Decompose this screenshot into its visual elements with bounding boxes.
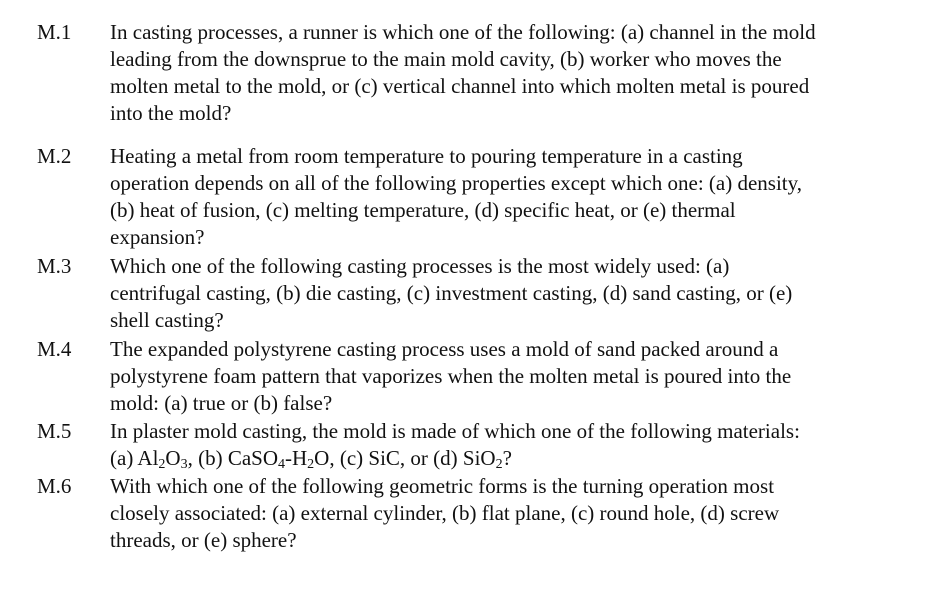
question-text [110,473,910,554]
text-run: O, (c) SiC, or (d) SiO [314,446,496,470]
subscript: 4 [278,457,285,472]
question-line: expansion? [110,225,205,249]
question-number: M.2 [37,144,72,168]
question-number: M.6 [37,474,72,498]
question-line: polystyrene foam pattern that vaporizes when the molten metal is poured into the [110,364,792,388]
question-number: M.4 [37,337,72,361]
text-run: -H [285,446,308,470]
question-line: (b) heat of fusion, (c) melting temperature, (d) specific heat, or (e) thermal [110,198,736,222]
question-line: threads, or (e) sphere? [110,528,297,552]
question-text [110,418,910,472]
question-text [110,253,910,334]
question-line: Which one of the following casting processes is the most widely used: (a) [110,254,730,278]
question-line: molten metal to the mold, or (c) vertical channel into which molten metal is poured [110,74,810,98]
question-number: M.3 [37,254,72,278]
question-line: leading from the downsprue to the main mold cavity, (b) worker who moves the [110,47,782,71]
text-run: (a) Al [110,446,159,470]
question-line: operation depends on all of the following properties except which one: (a) density, [110,171,803,195]
question-line: centrifugal casting, (b) die casting, (c) investment casting, (d) sand casting, or (e) [110,281,793,305]
question-text [110,19,910,127]
question-line: Heating a metal from room temperature to pouring temperature in a casting [110,144,743,168]
question-number: M.5 [37,419,72,443]
text-run: , (b) CaSO [187,446,278,470]
question-line: With which one of the following geometric forms is the turning operation most [110,474,775,498]
subscript: 2 [307,457,315,472]
question-number: M.1 [37,20,72,44]
question-line: In plaster mold casting, the mold is made of which one of the following materials: [110,419,800,443]
question-text [110,336,910,417]
question-line: closely associated: (a) external cylinder, (b) flat plane, (c) round hole, (d) screw [110,501,780,525]
text-run: ? [502,446,512,470]
question-line: shell casting? [110,308,224,332]
question-line: mold: (a) true or (b) false? [110,391,333,415]
subscript: 2 [158,457,166,472]
question-line-formulas [110,445,910,472]
question-line: into the mold? [110,101,232,125]
subscript: 2 [495,457,503,472]
text-run: O [165,446,181,470]
question-line: The expanded polystyrene casting process uses a mold of sand packed around a [110,337,779,361]
question-line: In casting processes, a runner is which one of the following: (a) channel in the mold [110,20,816,44]
subscript: 3 [180,457,188,472]
question-text [110,143,910,251]
